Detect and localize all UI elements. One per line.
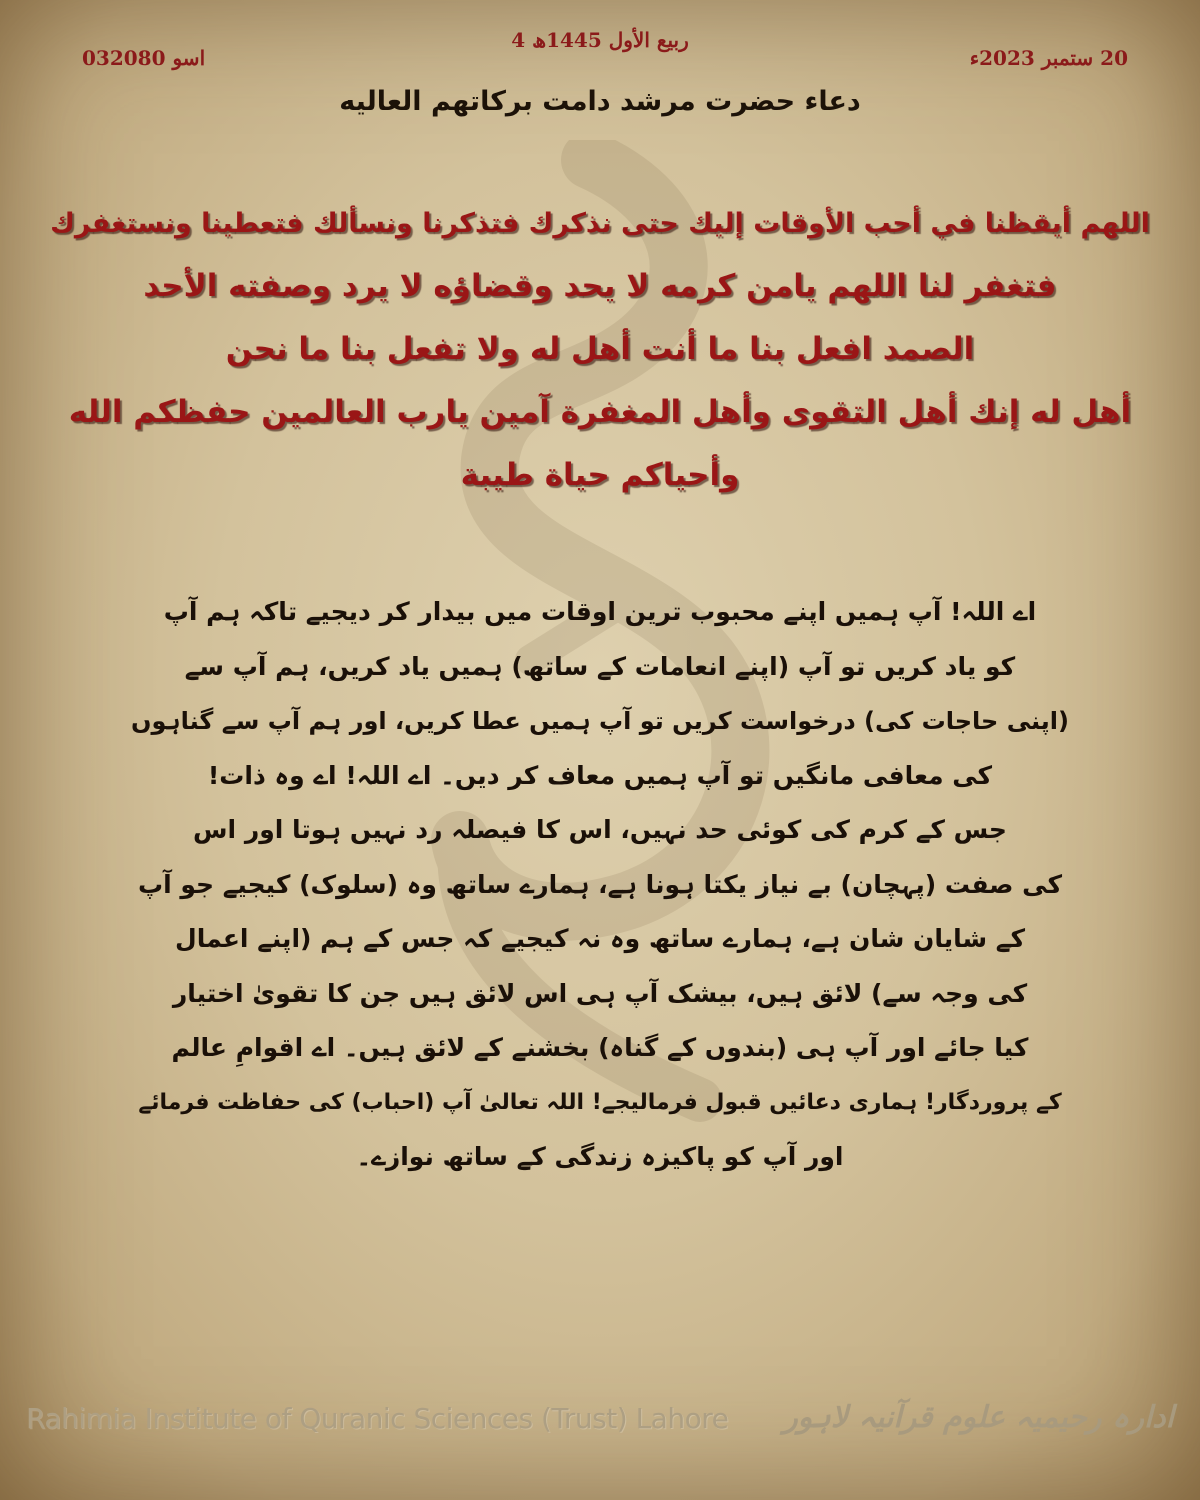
urdu-line: کو یاد کریں تو آپ (اپنے انعامات کے ساتھ) ہمیں یاد کریں، ہم آپ سے (184, 651, 1016, 681)
urdu-line: کیا جائے اور آپ ہی (بندوں کے گناہ) بخشنے کے لائق ہیں۔ اے اقوامِ عالم (171, 1033, 1029, 1062)
arabic-dua (40, 192, 1160, 507)
arabic-line: الصمد افعل بنا ما أنت أهل له ولا تفعل بنا ما نحن (225, 331, 975, 367)
urdu-translation (120, 585, 1080, 1185)
urdu-line: کی صفت (پہچان) بے نیاز یکتا ہونا ہے، ہمارے ساتھ وہ (سلوک) کیجیے جو آپ (137, 869, 1063, 899)
urdu-line: کے پروردگار! ہماری دعائیں قبول فرمالیجے! اللہ تعالیٰ آپ (احباب) کی حفاظت فرمائے (138, 1089, 1062, 1115)
urdu-line: جس کے کرم کی کوئی حد نہیں، اس کا فیصلہ رد نہیں ہوتا اور اس (193, 815, 1007, 844)
arabic-line: اللهم أيقظنا في أحب الأوقات إليك حتى نذكرك فتذكرنا ونسألك فتعطينا ونستغفرك (50, 208, 1150, 239)
arabic-line: أهل له إنك أهل التقوى وأهل المغفرة آمين يارب العالمين حفظكم الله (68, 394, 1132, 430)
urdu-line: اور آپ کو پاکیزہ زندگی کے ساتھ نوازے۔ (356, 1142, 844, 1171)
urdu-line: کے شایان شان ہے، ہمارے ساتھ وہ نہ کیجیے کہ جس کے ہم (اپنے اعمال (175, 924, 1025, 953)
urdu-line: کی وجہ سے) لائق ہیں، بیشک آپ ہی اس لائق ہیں جن کا تقویٰ اختیار (172, 978, 1028, 1008)
institute-name-english: Rahimia Institute of Quranic Sciences (Trust) Lahore (26, 1402, 729, 1435)
urdu-line: اے اللہ! آپ ہمیں اپنے محبوب ترین اوقات میں بیدار کر دیجیے تاکہ ہم آپ (163, 597, 1037, 626)
hijri-date: 4 ربیع الأول 1445ھ (511, 28, 689, 52)
institute-name-urdu-logo: ادارہ رحیمیہ علوم قرآنیہ لاہور (783, 1400, 1174, 1435)
arabic-line: وأحياكم حياة طيبة (460, 457, 740, 493)
urdu-line: (اپنی حاجات کی) درخواست کریں تو آپ ہمیں عطا کریں، اور ہم آپ سے گناہوں (131, 707, 1069, 735)
arabic-line: فتغفر لنا اللهم يامن كرمه لا يحد وقضاؤه لا يرد وصفته الأحد (143, 268, 1057, 304)
bikrami-date: 03اسو 2080 (82, 46, 206, 70)
dua-title: دعاء حضرت مرشد دامت برکاتهم العالیه (339, 86, 861, 117)
urdu-line: کی معافی مانگیں تو آپ ہمیں معاف کر دیں۔ اے اللہ! اے وہ ذات! (207, 760, 993, 790)
gregorian-date: 20 ستمبر 2023ء (969, 46, 1128, 70)
